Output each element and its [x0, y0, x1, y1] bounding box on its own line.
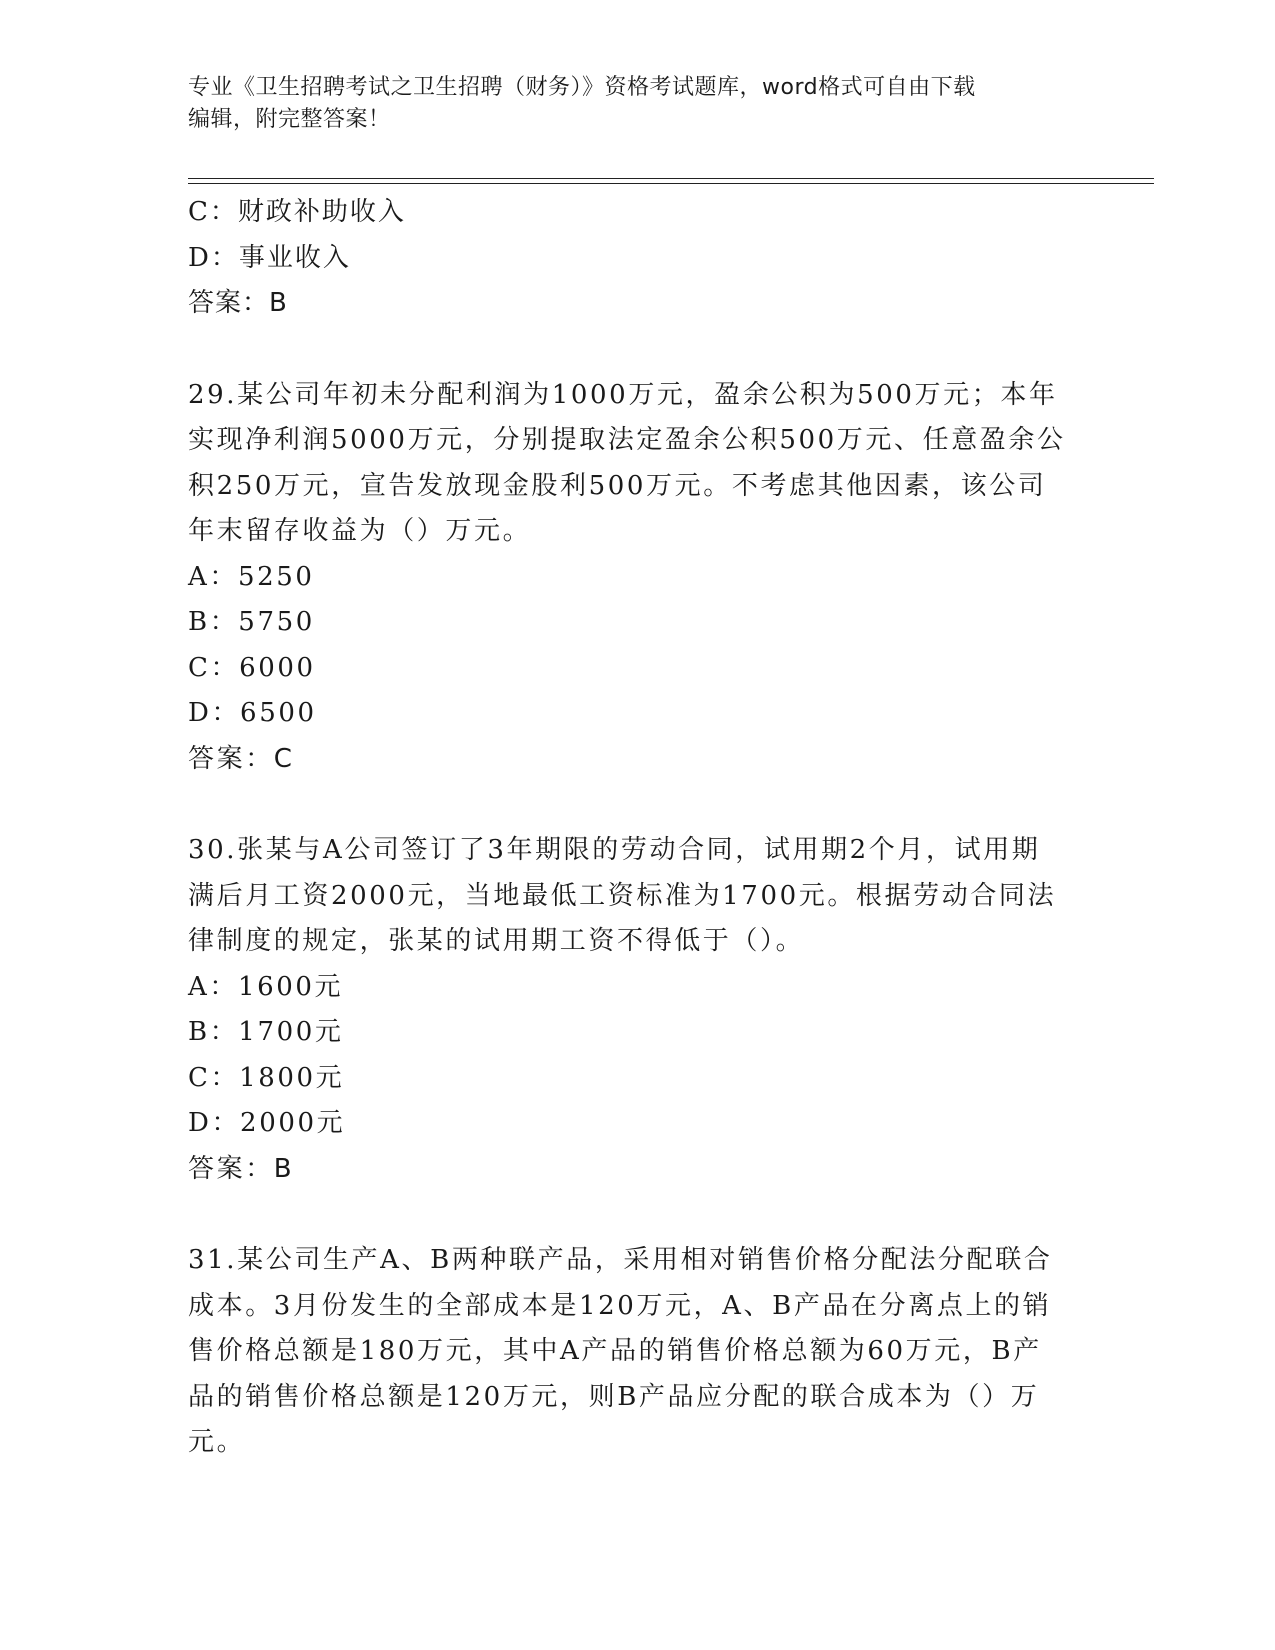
spacer	[188, 782, 1068, 828]
header-line-2: 编辑，附完整答案！	[188, 107, 391, 132]
question-text-line: 31.某公司生产A、B两种联产品，采用相对销售价格分配法分配联合	[188, 1245, 1053, 1275]
header-divider-bottom	[188, 183, 1154, 184]
header-line-1: 专业《卫生招聘考试之卫生招聘（财务）》资格考试题库，word格式可自由下载	[188, 75, 976, 100]
answer-line: 答案：B	[188, 288, 288, 318]
question-text-line: 实现净利润5000万元，分别提取法定盈余公积500万元、任意盈余公	[188, 425, 1066, 455]
option-d: D：事业收入	[188, 242, 351, 273]
page-header	[188, 72, 1068, 136]
question-text-line: 售价格总额是180万元，其中A产品的销售价格总额为60万元，B产	[188, 1336, 1042, 1366]
option-c: C：1800元	[188, 1062, 345, 1093]
question-text-line: 律制度的规定，张某的试用期工资不得低于（）。	[188, 926, 805, 956]
option-c: C：6000	[188, 652, 316, 683]
option-b: B：5750	[188, 607, 315, 637]
answer-line: 答案：C	[188, 743, 295, 774]
option-a: A：5250	[188, 561, 315, 592]
question-31	[188, 1238, 1068, 1466]
question-text-line: 品的销售价格总额是120万元，则B产品应分配的联合成本为（）万	[188, 1381, 1040, 1412]
question-content	[188, 190, 1068, 1466]
option-b: B：1700元	[188, 1017, 344, 1047]
question-28-tail	[188, 190, 1068, 327]
answer-line: 答案：B	[188, 1153, 295, 1184]
option-d: D：2000元	[188, 1108, 346, 1138]
question-text-line: 积250万元，宣告发放现金股利500万元。不考虑其他因素，该公司	[188, 470, 1047, 501]
option-d: D：6500	[188, 698, 317, 728]
question-text-line: 满后月工资2000元，当地最低工资标准为1700元。根据劳动合同法	[188, 880, 1057, 911]
question-text-line: 元。	[188, 1427, 246, 1457]
option-c: C：财政补助收入	[188, 197, 406, 227]
option-a: A：1600元	[188, 971, 344, 1002]
question-30	[188, 828, 1068, 1192]
question-text-line: 年末留存收益为（）万元。	[188, 516, 532, 546]
question-29	[188, 373, 1068, 783]
question-text-line: 30.张某与A公司签订了3年期限的劳动合同，试用期2个月，试用期	[188, 835, 1041, 865]
question-text-line: 29.某公司年初未分配利润为1000万元，盈余公积为500万元；本年	[188, 379, 1058, 410]
spacer	[188, 327, 1068, 373]
spacer	[188, 1192, 1068, 1238]
header-divider-top	[188, 178, 1154, 179]
question-text-line: 成本。3月份发生的全部成本是120万元，A、B产品在分离点上的销	[188, 1290, 1052, 1321]
